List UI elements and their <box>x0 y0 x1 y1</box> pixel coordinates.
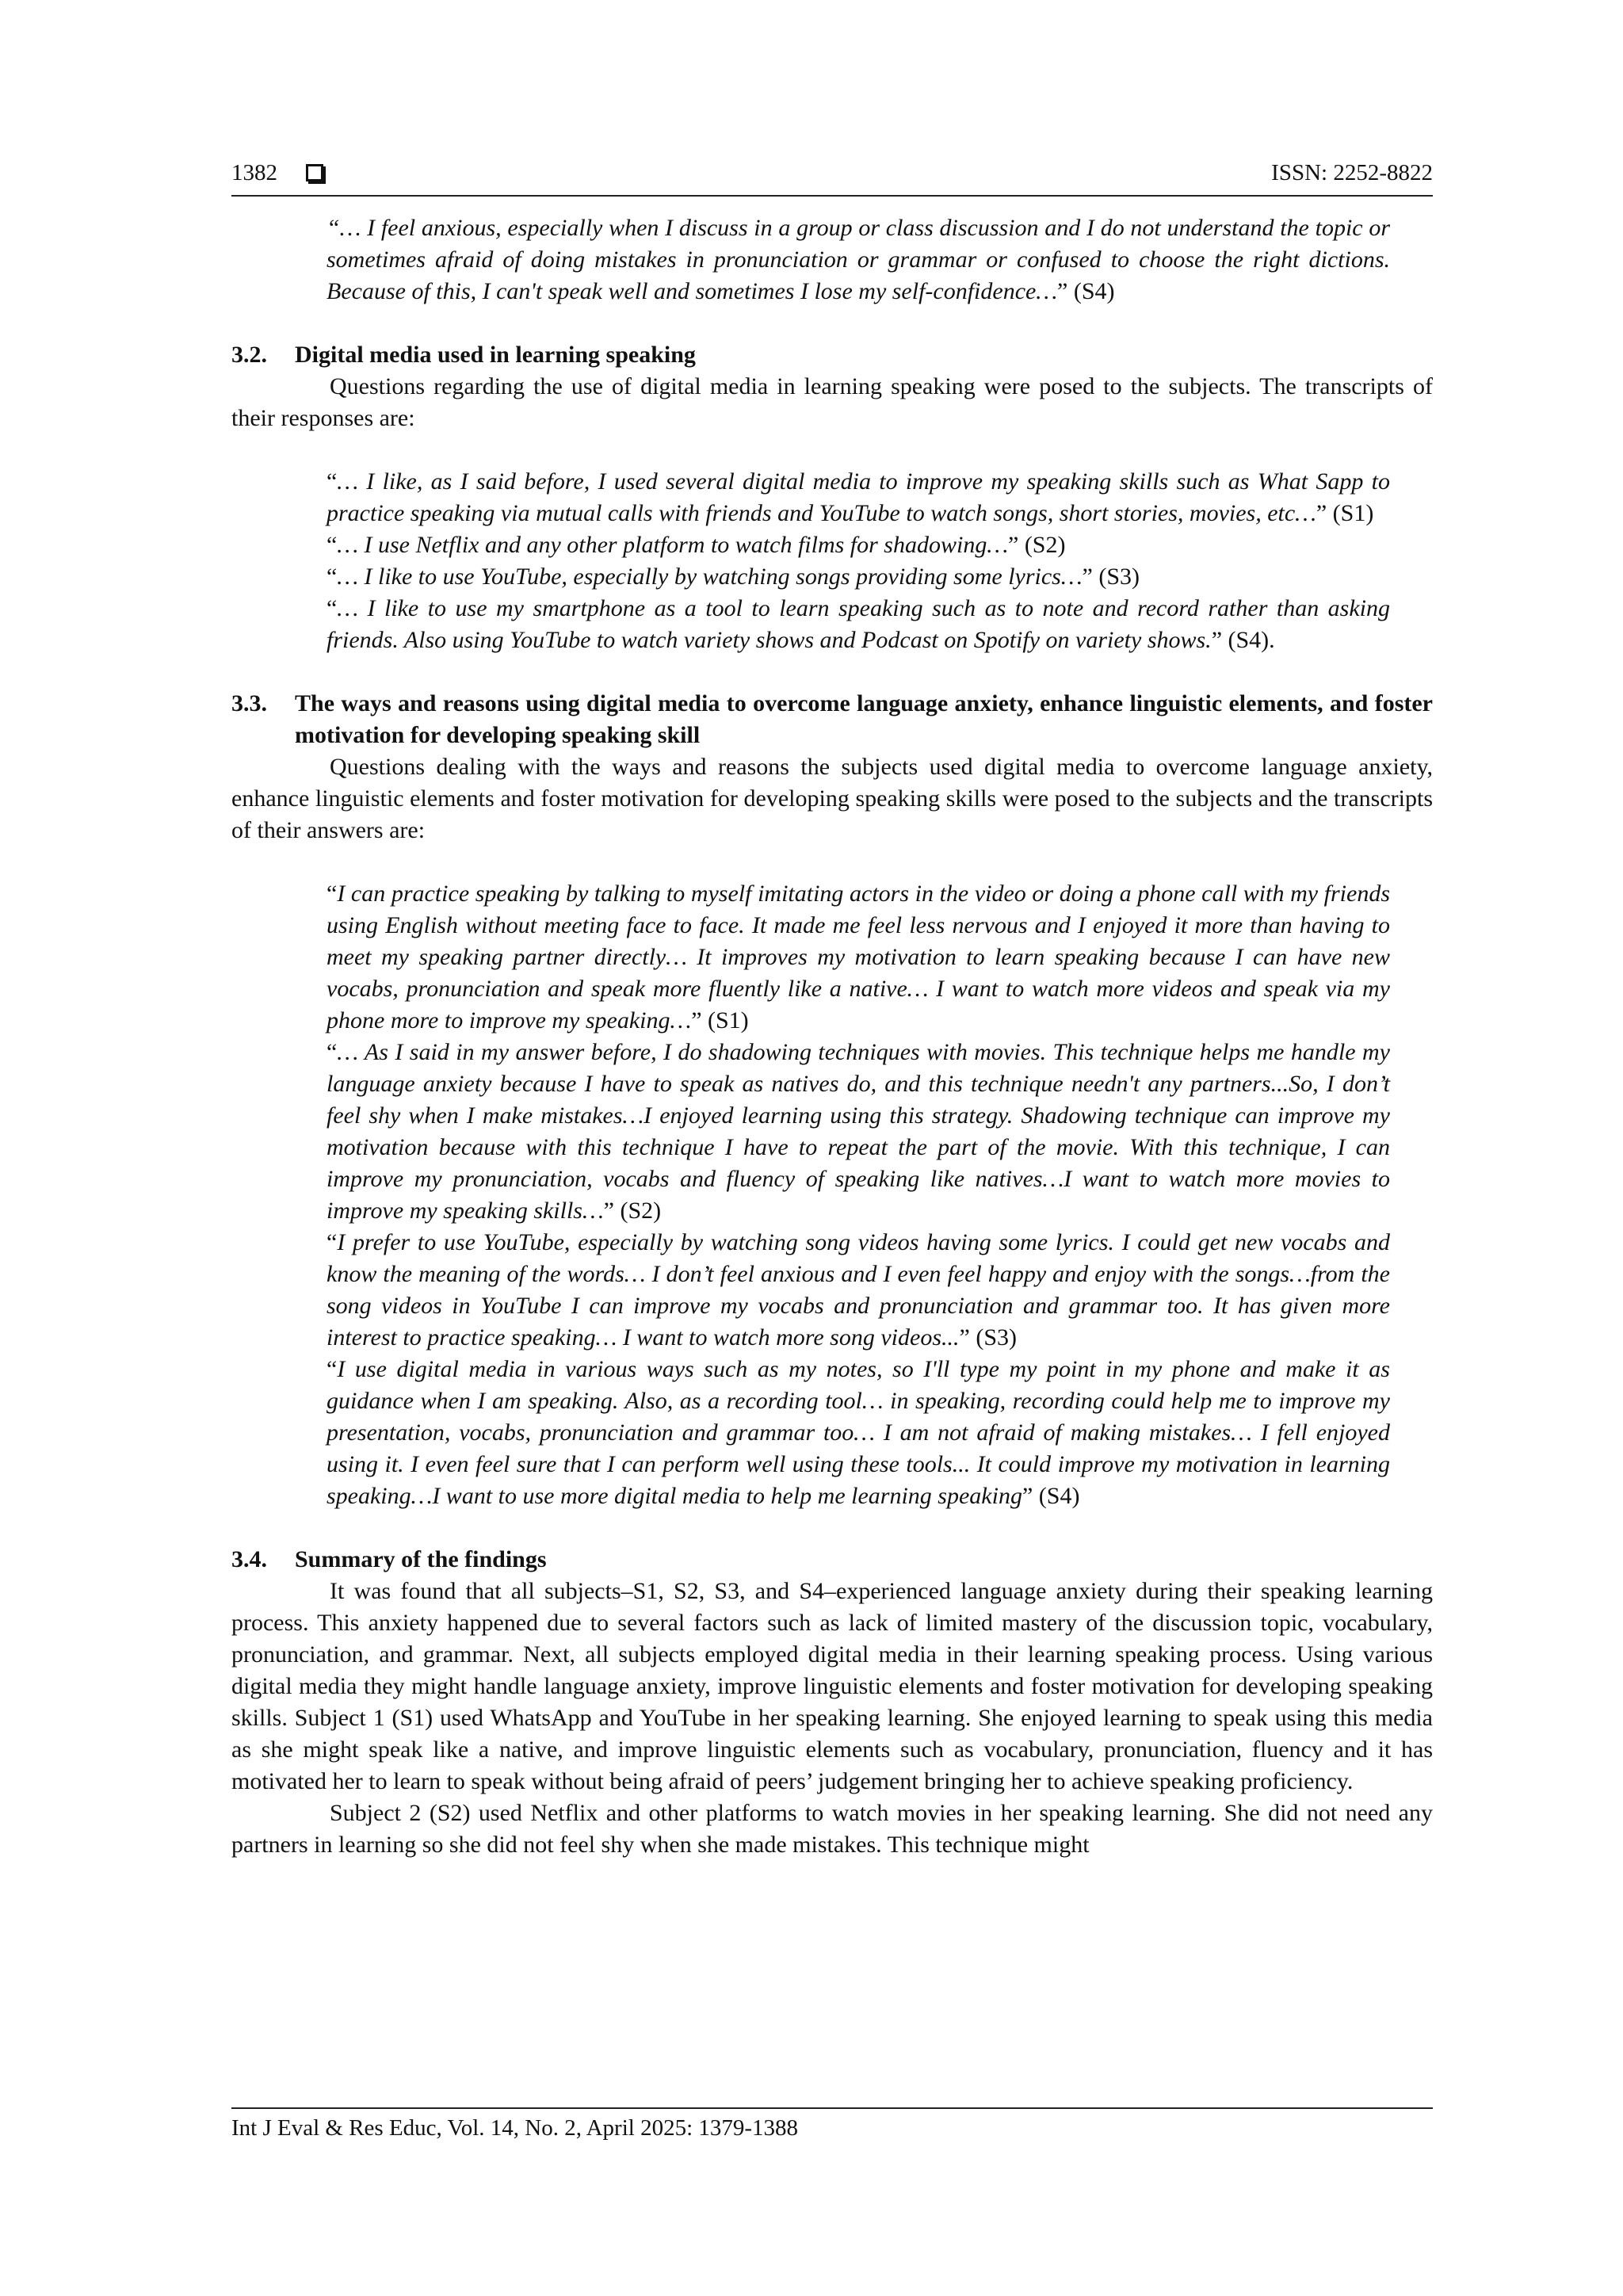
quote-attribution: ” (S2) <box>603 1198 662 1224</box>
page-footer <box>231 2107 1433 2141</box>
quote-item: “… I like, as I said before, I used several digital media to improve my speaking skills such as What Sapp to practice speaking via mutual calls with friends and YouTube to watch songs, short stories, movies, etc…” (S1) <box>327 468 1390 526</box>
quote-item: “I can practice speaking by talking to myself imitating actors in the video or doing a phone call with my friends using English without meeting face to face. It made me feel less nervous and I enjoyed it more than having to meet my speaking partner directly… It improves my motivation to learn speaking because I can have new vocabs, pronunciation and speak more fluently like a native… I want to watch more videos and speak via my phone more to improve my speaking…” (S1) <box>327 881 1390 1033</box>
section-3-3-intro: Questions dealing with the ways and reasons the subjects used digital media to overcome language anxiety, enhance linguistic elements and foster motivation for developing speaking skills were posed to the subjects and the transcripts of their answers are: <box>231 754 1433 843</box>
summary-paragraph: Subject 2 (S2) used Netflix and other platforms to watch movies in her speaking learning. She did not need any partners in learning so she did not feel shy when she made mistakes. This technique might <box>231 1800 1433 1858</box>
quote-item: “I use digital media in various ways such as my notes, so I'll type my point in my phone and make it as guidance when I am speaking. Also, as a recording tool… in speaking, recording could help me to improve my presentation, vocabs, pronunciation and grammar too… I am not afraid of making mistakes… I fell enjoyed using it. I even feel sure that I can perform well using these tools... It could improve my motivation in learning speaking…I want to use more digital media to help me learning speaking” (S4) <box>327 1356 1390 1509</box>
quote-text: I can practice speaking by talking to myself imitating actors in the video or doing a phone call with my friends using English without meeting face to face. It made me feel less nervous and I enjoyed it more than having to meet my speaking partner directly… It improves my motivation to learn speaking because I can have new vocabs, pronunciation and speak more fluently like a native… I want to watch more videos and speak via my phone more to improve my speaking… <box>327 881 1390 1033</box>
quote-text: … I use Netflix and any other platform to watch films for shadowing… <box>337 532 1008 558</box>
section-title: The ways and reasons using digital media to overcome language anxiety, enhance linguistic elements, and foster motivation for developing speaking skill <box>295 690 1433 748</box>
section-number: 3.3. <box>231 690 267 716</box>
page <box>231 155 1433 1861</box>
quote-text: … I like to use YouTube, especially by watching songs providing some lyrics… <box>337 563 1083 590</box>
section-number: 3.4. <box>231 1546 267 1572</box>
section-heading-3-2 <box>231 339 1433 371</box>
quote-item: “… I use Netflix and any other platform to watch films for shadowing…” (S2) <box>327 532 1066 558</box>
quote-attribution: ” (S4). <box>1211 627 1275 653</box>
square-bullet-icon <box>306 164 323 181</box>
quote-item: “… I like to use my smartphone as a tool to learn speaking such as to note and record rather than asking friends. Also using YouTube to watch variety shows and Podcast on Spotify on variety shows.” (S4). <box>327 595 1390 653</box>
quote-attribution: ” (S4) <box>1022 1483 1080 1509</box>
quote-attribution: ” (S4) <box>1057 278 1115 304</box>
quote-attribution: ” (S3) <box>1082 563 1140 590</box>
section-heading-3-3 <box>231 688 1433 751</box>
quote-text: … I like, as I said before, I used several digital media to improve my speaking skills such as What Sapp to practice speaking via mutual calls with friends and YouTube to watch songs, short stories, movies, etc… <box>327 468 1390 526</box>
header-left <box>231 160 323 186</box>
quote-text: … As I said in my answer before, I do shadowing techniques with movies. This technique helps me handle my language anxiety because I have to speak as natives do, and this technique needn't any partners...So, I don’t feel shy when I make mistakes…I enjoyed learning using this strategy. Shadowing technique can improve my motivation because with this technique I have to repeat the part of the movie. With this technique, I can improve my pronunciation, vocabs and fluency of speaking like natives…I want to watch more movies to improve my speaking skills… <box>327 1039 1390 1224</box>
quote-text: … I like to use my smartphone as a tool to learn speaking such as to note and record rather than asking friends. Also using YouTube to watch variety shows and Podcast on Spotify on variety shows. <box>327 595 1390 653</box>
page-number: 1382 <box>231 159 277 185</box>
section-number: 3.2. <box>231 342 267 368</box>
quote-item: “… As I said in my answer before, I do shadowing techniques with movies. This technique helps me handle my language anxiety because I have to speak as natives do, and this technique needn't any partners...So, I don’t feel shy when I make mistakes…I enjoyed learning using this strategy. Shadowing technique can improve my motivation because with this technique I have to repeat the part of the movie. With this technique, I can improve my pronunciation, vocabs and fluency of speaking like natives…I want to watch more movies to improve my speaking skills…” (S2) <box>327 1039 1390 1224</box>
quote-attribution: ” (S1) <box>691 1007 749 1033</box>
journal-issn: ISSN: 2252-8822 <box>1271 159 1433 185</box>
quote-item: “… I like to use YouTube, especially by watching songs providing some lyrics…” (S3) <box>327 563 1140 590</box>
journal-citation: Int J Eval & Res Educ, Vol. 14, No. 2, April 2025: 1379-1388 <box>231 2115 799 2141</box>
quote-text: “… I feel anxious, especially when I discuss in a group or class discussion and I do not understand the topic or sometimes afraid of doing mistakes in pronunciation or grammar or confused to choose the right dictions. Because of this, I can't speak well and sometimes I lose my self-confidence… <box>327 215 1390 304</box>
quote-s4-anxiety <box>327 212 1390 308</box>
section-3-3-quotes <box>231 878 1433 1512</box>
section-title: Digital media used in learning speaking <box>295 342 696 368</box>
page-header <box>231 155 1433 197</box>
section-3-2-intro: Questions regarding the use of digital media in learning speaking were posed to the subjects. The transcripts of their responses are: <box>231 373 1433 431</box>
quote-attribution: ” (S2) <box>1008 532 1066 558</box>
summary-paragraph: It was found that all subjects–S1, S2, S3, and S4–experienced language anxiety during their speaking learning process. This anxiety happened due to several factors such as lack of limited mastery of the discussion topic, vocabulary, pronunciation, and grammar. Next, all subjects employed digital media in their learning speaking process. Using various digital media they might handle language anxiety, improve linguistic elements and foster motivation for developing speaking skills. Subject 1 (S1) used WhatsApp and YouTube in her speaking learning. She enjoyed learning to speak using this media as she might speak like a native, and improve linguistic elements such as vocabulary, pronunciation, fluency and it has motivated her to learn to speak without being afraid of peers’ judgement bringing her to achieve speaking proficiency. <box>231 1578 1433 1794</box>
quote-attribution: ” (S3) <box>959 1324 1017 1350</box>
section-title: Summary of the findings <box>295 1546 547 1572</box>
quote-text: I prefer to use YouTube, especially by watching song videos having some lyrics. I could get new vocabs and know the meaning of the words… I don’t feel anxious and I even feel happy and enjoy with the songs…from the song videos in YouTube I can improve my vocabs and pronunciation and grammar too. It has given more interest to practice speaking… I want to watch more song videos... <box>327 1229 1390 1350</box>
section-heading-3-4 <box>231 1544 1433 1576</box>
quote-item: “I prefer to use YouTube, especially by watching song videos having some lyrics. I could get new vocabs and know the meaning of the words… I don’t feel anxious and I even feel happy and enjoy with the songs…from the song videos in YouTube I can improve my vocabs and pronunciation and grammar too. It has given more interest to practice speaking… I want to watch more song videos...” (S3) <box>327 1229 1390 1350</box>
article-body <box>231 212 1433 1861</box>
quote-attribution: ” (S1) <box>1316 500 1374 526</box>
section-3-2-quotes <box>231 466 1433 656</box>
quote-text: I use digital media in various ways such as my notes, so I'll type my point in my phone and make it as guidance when I am speaking. Also, as a recording tool… in speaking, recording could help me to improve my presentation, vocabs, pronunciation and grammar too… I am not afraid of making mistakes… I fell enjoyed using it. I even feel sure that I can perform well using these tools... It could improve my motivation in learning speaking…I want to use more digital media to help me learning speaking <box>327 1356 1390 1509</box>
